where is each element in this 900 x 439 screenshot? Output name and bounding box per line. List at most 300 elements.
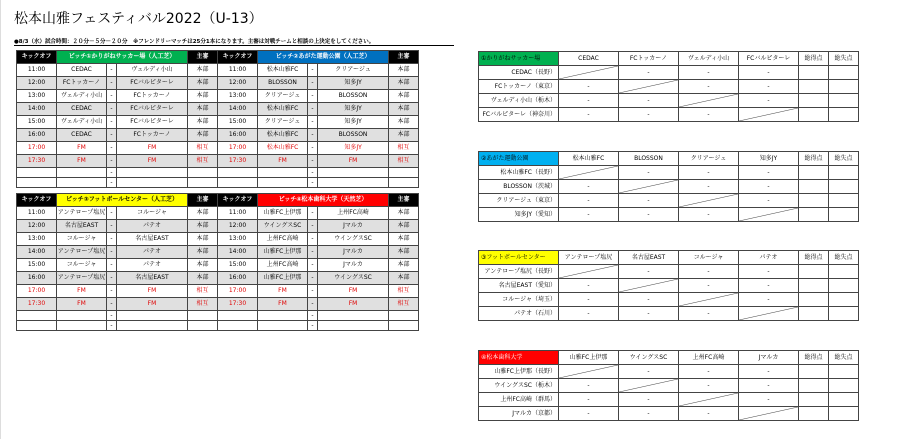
self-match-cell <box>619 379 679 393</box>
kickoff-header: キックオフ <box>17 51 57 64</box>
team-name: コルージャ（埼玉） <box>479 293 559 307</box>
opponent-column: 知多JY <box>739 152 799 166</box>
standings-row <box>479 108 859 122</box>
referee: 本部 <box>188 116 218 129</box>
away-team: 知多JY <box>318 103 389 116</box>
result-cell: - <box>559 108 619 122</box>
opponent-column: Jマルカ <box>739 351 799 365</box>
kickoff-time: 16:00 <box>218 129 258 142</box>
result-cell: - <box>619 194 679 208</box>
result-cell: - <box>619 393 679 407</box>
pitch-header: ピッチ①かりがねサッカー場（人工芝） <box>57 51 188 64</box>
total-conceded-cell <box>829 208 859 222</box>
result-cell: - <box>679 166 739 180</box>
group-label: ③フットボールセンター <box>479 251 559 265</box>
away-team: FCバルピターレ <box>117 77 188 90</box>
standings-row <box>479 208 859 222</box>
home-team: FM <box>258 285 308 298</box>
self-match-cell <box>619 279 679 293</box>
standings-group2 <box>478 151 859 222</box>
vs-dash: - <box>107 77 117 90</box>
total-points-cell <box>799 393 829 407</box>
kickoff-time: 17:00 <box>17 142 57 155</box>
opponent-column: FCバルピターレ <box>739 52 799 66</box>
opponent-column: アンテロープ塩尻 <box>559 251 619 265</box>
schedule-row <box>17 90 419 103</box>
kickoff-time: 14:00 <box>218 246 258 259</box>
result-cell: - <box>679 279 739 293</box>
self-match-cell <box>679 194 739 208</box>
referee: 本部 <box>188 259 218 272</box>
vs-dash: - <box>107 311 117 321</box>
group-label: ②あがた運動公園 <box>479 152 559 166</box>
referee: 本部 <box>188 103 218 116</box>
referee: 本部 <box>389 129 419 142</box>
standings-header-row <box>479 52 859 66</box>
home-team: コルージャ <box>57 259 107 272</box>
schedule-table-pitch1-2 <box>16 50 419 188</box>
kickoff-time: 11:00 <box>17 207 57 220</box>
home-team: 松本山雅FC <box>258 64 308 77</box>
result-cell: - <box>679 66 739 80</box>
away-team: FCトッカーノ <box>117 129 188 142</box>
total-points-cell <box>799 307 829 321</box>
vs-dash: - <box>308 272 318 285</box>
vs-dash: - <box>308 142 318 155</box>
vs-dash: - <box>308 298 318 311</box>
total-points-cell <box>799 293 829 307</box>
result-cell: - <box>619 365 679 379</box>
away-team: BLOSSON <box>318 90 389 103</box>
standings-header-row <box>479 152 859 166</box>
result-cell: - <box>559 407 619 421</box>
total-conceded-cell <box>829 307 859 321</box>
standings-row <box>479 393 859 407</box>
result-cell: - <box>739 393 799 407</box>
referee: 本部 <box>188 90 218 103</box>
away-team: パテオ <box>117 246 188 259</box>
result-cell: - <box>739 379 799 393</box>
referee: 相互 <box>188 155 218 168</box>
referee: 本部 <box>389 116 419 129</box>
result-cell: - <box>739 265 799 279</box>
home-team: CEDAC <box>57 64 107 77</box>
referee-header: 主審 <box>188 51 218 64</box>
kickoff-header: キックオフ <box>218 194 258 207</box>
total-points-cell <box>799 194 829 208</box>
total-conceded-header: 総失点 <box>829 251 859 265</box>
result-cell: - <box>559 307 619 321</box>
home-team: 上州FC高崎 <box>258 233 308 246</box>
vs-dash: - <box>308 220 318 233</box>
home-team: 山雅FC上伊那 <box>258 272 308 285</box>
self-match-cell <box>739 108 799 122</box>
vs-dash: - <box>308 207 318 220</box>
referee: 相互 <box>389 285 419 298</box>
schedule-row <box>17 298 419 311</box>
vs-dash: - <box>308 321 318 331</box>
home-team: FM <box>57 155 107 168</box>
away-team: ウイングスSC <box>318 233 389 246</box>
schedule-row <box>17 155 419 168</box>
away-team: FM <box>117 155 188 168</box>
total-points-cell <box>799 379 829 393</box>
result-cell: - <box>739 94 799 108</box>
kickoff-time: 13:00 <box>218 233 258 246</box>
opponent-column: ヴェルディ小山 <box>679 52 739 66</box>
referee: 相互 <box>188 298 218 311</box>
total-conceded-cell <box>829 365 859 379</box>
vs-dash: - <box>107 178 117 188</box>
standings-row <box>479 279 859 293</box>
home-team: 山雅FC上伊那 <box>258 246 308 259</box>
home-team: コルージャ <box>57 233 107 246</box>
self-match-cell <box>679 393 739 407</box>
away-team: 名古屋EAST <box>117 233 188 246</box>
home-team: クリアージュ <box>258 90 308 103</box>
vs-dash: - <box>107 259 117 272</box>
home-team: FM <box>57 142 107 155</box>
result-cell: - <box>559 94 619 108</box>
total-conceded-header: 総失点 <box>829 152 859 166</box>
self-match-cell <box>739 307 799 321</box>
vs-dash: - <box>107 129 117 142</box>
total-points-header: 総得点 <box>799 351 829 365</box>
team-name: FCトッカーノ（東京） <box>479 80 559 94</box>
away-team: 知多JY <box>318 116 389 129</box>
home-team: FM <box>258 298 308 311</box>
result-cell: - <box>679 80 739 94</box>
schedule-row <box>17 285 419 298</box>
kickoff-time: 15:00 <box>17 116 57 129</box>
vs-dash: - <box>107 142 117 155</box>
total-conceded-cell <box>829 194 859 208</box>
result-cell: - <box>679 407 739 421</box>
schedule-row <box>17 220 419 233</box>
result-cell: - <box>619 166 679 180</box>
result-cell: - <box>739 66 799 80</box>
referee: 本部 <box>188 272 218 285</box>
away-team: Jマルカ <box>318 246 389 259</box>
result-cell: - <box>559 393 619 407</box>
team-name: ヴェルディ小山（栃木） <box>479 94 559 108</box>
pitch-header: ピッチ③フットボールセンター（人工芝） <box>57 194 188 207</box>
away-team: FM <box>117 142 188 155</box>
self-match-cell <box>619 180 679 194</box>
standings-row <box>479 66 859 80</box>
result-cell: - <box>739 194 799 208</box>
kickoff-time: 13:00 <box>17 233 57 246</box>
standings-group3 <box>478 250 859 321</box>
kickoff-time: 17:00 <box>218 142 258 155</box>
blank-row <box>17 178 419 188</box>
away-team: FCバルピターレ <box>117 103 188 116</box>
standings-header-row <box>479 251 859 265</box>
result-cell: - <box>739 365 799 379</box>
referee: 本部 <box>389 207 419 220</box>
kickoff-time: 16:00 <box>218 272 258 285</box>
team-name: CEDAC（長野） <box>479 66 559 80</box>
kickoff-time: 17:30 <box>218 298 258 311</box>
match-rules-note: ●8/3（水）試合時間：２０分－５分－２０分 ※フレンドリーマッチは25分1本になります。主審は対戦チームと相談の上決定をしてください。 <box>14 39 375 45</box>
opponent-column: BLOSSON <box>619 152 679 166</box>
result-cell: - <box>559 194 619 208</box>
referee-header: 主審 <box>389 194 419 207</box>
vs-dash: - <box>107 116 117 129</box>
blank-row <box>17 168 419 178</box>
opponent-column: 松本山雅FC <box>559 152 619 166</box>
home-team: ウイングスSC <box>258 220 308 233</box>
total-conceded-cell <box>829 379 859 393</box>
self-match-cell <box>679 94 739 108</box>
vs-dash: - <box>107 207 117 220</box>
schedule-row <box>17 129 419 142</box>
standings-row <box>479 80 859 94</box>
kickoff-time: 11:00 <box>218 64 258 77</box>
kickoff-time: 13:00 <box>218 90 258 103</box>
kickoff-time: 16:00 <box>17 272 57 285</box>
result-cell: - <box>679 265 739 279</box>
team-name: クリアージュ（東京） <box>479 194 559 208</box>
kickoff-time: 14:00 <box>17 246 57 259</box>
referee: 本部 <box>389 272 419 285</box>
kickoff-time: 14:00 <box>17 103 57 116</box>
team-name: パテオ（石川） <box>479 307 559 321</box>
team-name: 山雅FC上伊那（長野） <box>479 365 559 379</box>
away-team: BLOSSON <box>318 129 389 142</box>
kickoff-time: 17:30 <box>218 155 258 168</box>
away-team: ウイングスSC <box>318 272 389 285</box>
vs-dash: - <box>107 90 117 103</box>
result-cell: - <box>679 180 739 194</box>
standings-row <box>479 365 859 379</box>
team-name: ウイングスSC（栃木） <box>479 379 559 393</box>
schedule-table-pitch3-4 <box>16 193 419 331</box>
result-cell: - <box>559 180 619 194</box>
total-points-cell <box>799 365 829 379</box>
referee: 相互 <box>389 298 419 311</box>
standings-row <box>479 166 859 180</box>
vs-dash: - <box>308 259 318 272</box>
schedule-row <box>17 207 419 220</box>
vs-dash: - <box>107 285 117 298</box>
kickoff-time: 11:00 <box>17 64 57 77</box>
schedule-row <box>17 142 419 155</box>
page-left-border <box>0 0 1 439</box>
total-points-header: 総得点 <box>799 251 829 265</box>
away-team: パテオ <box>117 259 188 272</box>
standings-row <box>479 407 859 421</box>
total-conceded-cell <box>829 180 859 194</box>
result-cell: - <box>559 293 619 307</box>
vs-dash: - <box>107 272 117 285</box>
result-cell: - <box>619 407 679 421</box>
self-match-cell <box>679 293 739 307</box>
result-cell: - <box>679 379 739 393</box>
referee-header: 主審 <box>188 194 218 207</box>
total-points-cell <box>799 407 829 421</box>
result-cell: - <box>559 80 619 94</box>
opponent-column: 上州FC高崎 <box>679 351 739 365</box>
total-conceded-cell <box>829 393 859 407</box>
vs-dash: - <box>308 155 318 168</box>
away-team: 知多JY <box>318 77 389 90</box>
referee: 本部 <box>188 77 218 90</box>
opponent-column: FCトッカーノ <box>619 52 679 66</box>
home-team: FCトッカーノ <box>57 77 107 90</box>
home-team: 山雅FC上伊那 <box>258 207 308 220</box>
kickoff-header: キックオフ <box>17 194 57 207</box>
total-points-cell <box>799 94 829 108</box>
result-cell: - <box>739 180 799 194</box>
self-match-cell <box>559 166 619 180</box>
away-team: コルージャ <box>117 207 188 220</box>
vs-dash: - <box>308 116 318 129</box>
kickoff-time: 15:00 <box>218 259 258 272</box>
home-team: アンテロープ塩尻 <box>57 246 107 259</box>
kickoff-time: 17:30 <box>17 155 57 168</box>
blank-row <box>17 311 419 321</box>
total-points-header: 総得点 <box>799 152 829 166</box>
total-points-cell <box>799 265 829 279</box>
pitch-header: ピッチ④松本歯科大学（天然芝） <box>258 194 389 207</box>
schedule-row <box>17 116 419 129</box>
pitch-header: ピッチ②あがた運動公園（人工芝） <box>258 51 389 64</box>
team-name: Jマルカ（京都） <box>479 407 559 421</box>
result-cell: - <box>739 166 799 180</box>
away-team: 上州FC高崎 <box>318 207 389 220</box>
result-cell: - <box>619 265 679 279</box>
referee-header: 主審 <box>389 51 419 64</box>
standings-row <box>479 379 859 393</box>
referee: 本部 <box>389 233 419 246</box>
referee: 相互 <box>188 285 218 298</box>
total-conceded-cell <box>829 293 859 307</box>
away-team: FM <box>318 298 389 311</box>
standings-header-row <box>479 351 859 365</box>
kickoff-time: 12:00 <box>218 77 258 90</box>
vs-dash: - <box>107 220 117 233</box>
referee: 本部 <box>188 129 218 142</box>
home-team: 松本山雅FC <box>258 129 308 142</box>
result-cell: - <box>559 279 619 293</box>
self-match-cell <box>559 265 619 279</box>
home-team: ヴェルディ小山 <box>57 116 107 129</box>
referee: 本部 <box>188 207 218 220</box>
home-team: 松本山雅FC <box>258 142 308 155</box>
home-team: FM <box>258 155 308 168</box>
standings-row <box>479 293 859 307</box>
home-team: 松本山雅FC <box>258 103 308 116</box>
team-name: 知多JY（愛知） <box>479 208 559 222</box>
kickoff-time: 16:00 <box>17 129 57 142</box>
referee: 相互 <box>389 142 419 155</box>
total-conceded-cell <box>829 279 859 293</box>
opponent-column: 山雅FC上伊那 <box>559 351 619 365</box>
standings-group1 <box>478 51 859 122</box>
referee: 本部 <box>188 233 218 246</box>
total-points-cell <box>799 180 829 194</box>
page-title: 松本山雅フェスティバル2022（U-13） <box>14 11 263 27</box>
vs-dash: - <box>308 178 318 188</box>
away-team: Jマルカ <box>318 220 389 233</box>
kickoff-time: 15:00 <box>218 116 258 129</box>
vs-dash: - <box>107 64 117 77</box>
away-team: FM <box>318 155 389 168</box>
vs-dash: - <box>107 321 117 331</box>
result-cell: - <box>679 208 739 222</box>
result-cell: - <box>739 80 799 94</box>
home-team: アンテロープ塩尻 <box>57 272 107 285</box>
away-team: 名古屋EAST <box>117 272 188 285</box>
standings-row <box>479 194 859 208</box>
result-cell: - <box>739 279 799 293</box>
vs-dash: - <box>308 168 318 178</box>
result-cell: - <box>619 108 679 122</box>
result-cell: - <box>619 307 679 321</box>
kickoff-time: 12:00 <box>17 77 57 90</box>
result-cell: - <box>679 108 739 122</box>
kickoff-time: 15:00 <box>17 259 57 272</box>
kickoff-time: 17:00 <box>17 285 57 298</box>
home-team: FM <box>57 285 107 298</box>
standings-group4 <box>478 350 859 421</box>
result-cell: - <box>619 94 679 108</box>
away-team: FM <box>318 285 389 298</box>
standings-row <box>479 307 859 321</box>
referee: 本部 <box>389 90 419 103</box>
schedule-row <box>17 259 419 272</box>
team-name: BLOSSON（茨城） <box>479 180 559 194</box>
home-team: BLOSSON <box>258 77 308 90</box>
kickoff-time: 17:00 <box>218 285 258 298</box>
referee: 本部 <box>188 220 218 233</box>
total-points-cell <box>799 166 829 180</box>
kickoff-time: 14:00 <box>218 103 258 116</box>
vs-dash: - <box>308 64 318 77</box>
result-cell: - <box>739 293 799 307</box>
kickoff-time: 17:30 <box>17 298 57 311</box>
result-cell: - <box>679 307 739 321</box>
away-team: ヴェルディ小山 <box>117 64 188 77</box>
total-conceded-cell <box>829 108 859 122</box>
home-team: 名古屋EAST <box>57 220 107 233</box>
home-team: CEDAC <box>57 103 107 116</box>
vs-dash: - <box>308 246 318 259</box>
blank-row <box>17 321 419 331</box>
home-team: ヴェルディ小山 <box>57 90 107 103</box>
vs-dash: - <box>107 103 117 116</box>
referee: 本部 <box>389 103 419 116</box>
opponent-column: ウイングスSC <box>619 351 679 365</box>
kickoff-time: 11:00 <box>218 207 258 220</box>
away-team: クリアージュ <box>318 64 389 77</box>
away-team: 知多JY <box>318 142 389 155</box>
referee: 本部 <box>188 246 218 259</box>
referee: 本部 <box>188 64 218 77</box>
referee: 本部 <box>389 259 419 272</box>
vs-dash: - <box>308 311 318 321</box>
note-underline <box>14 45 454 46</box>
result-cell: - <box>619 208 679 222</box>
self-match-cell <box>739 407 799 421</box>
standings-row <box>479 265 859 279</box>
schedule-row <box>17 64 419 77</box>
total-conceded-cell <box>829 407 859 421</box>
kickoff-time: 12:00 <box>17 220 57 233</box>
team-name: 松本山雅FC（長野） <box>479 166 559 180</box>
total-conceded-cell <box>829 94 859 108</box>
